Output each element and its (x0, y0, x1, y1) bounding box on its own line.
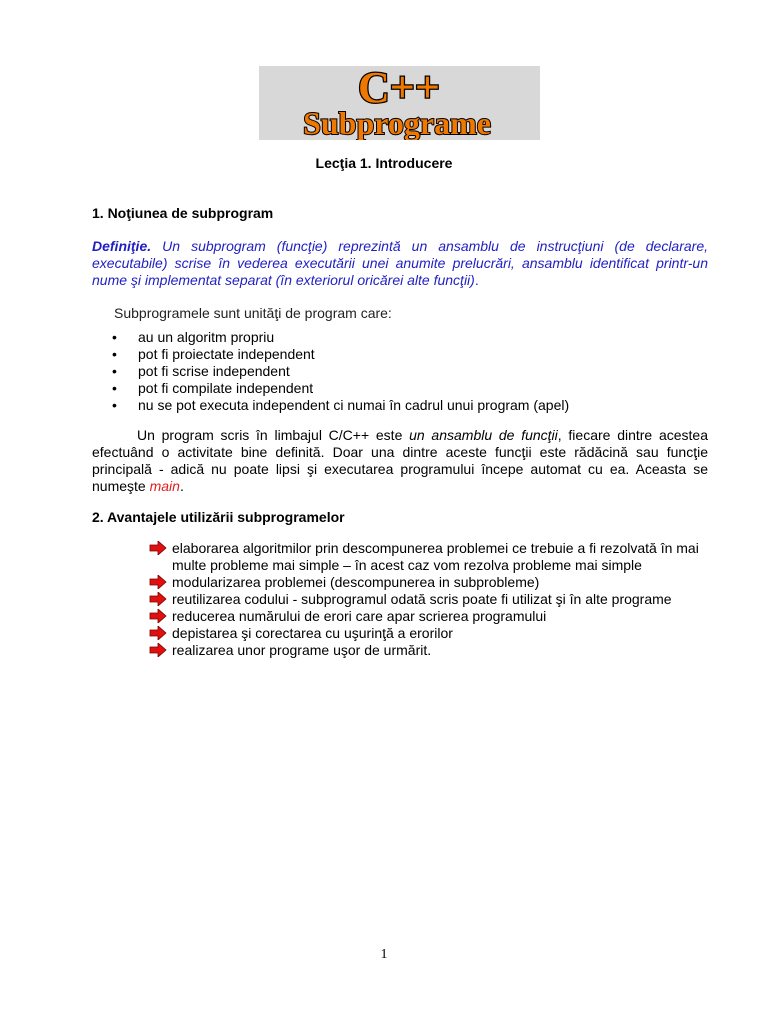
red-arrow-icon (149, 643, 167, 657)
list-item: realizarea unor programe uşor de urmărit. (149, 642, 719, 659)
list-item: modularizarea problemei (descompunerea in subprobleme) (149, 574, 719, 591)
section2-heading: 2. Avantajele utilizării subprogramelor (92, 509, 345, 525)
main-keyword: main (149, 478, 180, 494)
emphasis-text: un ansamblu de funcţii (409, 427, 558, 443)
lesson-title: Lecţia 1. Introducere (315, 155, 453, 171)
lead-text: Subprogramele sunt unităţi de program care: (114, 305, 392, 321)
red-arrow-icon (149, 592, 167, 606)
red-arrow-icon (149, 626, 167, 640)
list-item: elaborarea algoritmilor prin descompunerea problemei ce trebuie a fi rezolvată în mai multe probleme mai simple – în acest caz vom rezolva probleme mai simple (149, 540, 719, 574)
logo-graphic (259, 66, 540, 140)
definition-paragraph (92, 238, 708, 289)
page-number: 1 (380, 947, 388, 962)
list-item: depistarea şi corectarea cu uşurinţă a erorilor (149, 625, 719, 642)
bullet-icon: • (112, 397, 117, 413)
list-item: • pot fi compilate independent (112, 380, 314, 396)
bullet-icon: • (112, 363, 117, 379)
list-item: • pot fi proiectate independent (112, 346, 315, 362)
definition-end: . (474, 272, 479, 288)
properties-list (110, 329, 569, 414)
red-arrow-icon (149, 541, 167, 555)
logo-line2: Subprograme (303, 105, 491, 140)
logo-line1: C++ (358, 66, 440, 112)
list-item: • nu se pot executa independent ci numai în cadrul unui program (apel) (112, 397, 570, 413)
section1-heading: 1. Noţiunea de subprogram (92, 205, 274, 221)
advantages-list (149, 540, 719, 659)
list-item: reducerea numărului de erori care apar scrierea programului (149, 608, 719, 625)
red-arrow-icon (149, 609, 167, 623)
definition-term: Un subprogram (162, 238, 266, 254)
definition-text: (funcţie) reprezintă un ansamblu de instrucţiuni (de declarare, executabile) scrise în vederea executării unei anumite prelucrări, ansamblu identificat printr-un nume şi implementat separat (în exteriorul oricărei alte funcţii) (92, 238, 709, 288)
definition-label: Definiţie. (92, 238, 152, 254)
list-item: reutilizarea codului - subprogramul odată scris poate fi utilizat şi în alte programe (149, 591, 719, 608)
list-item: • au un algoritm propriu (112, 329, 275, 345)
title-logo (259, 66, 540, 140)
intro-paragraph: Un program scris în limbajul C/C++ este un ansamblu de funcţii, fiecare dintre acestea efectuând o activitate bine definită. Doar una dintre aceste funcţii este rădăcină sau funcţie principală - adică nu poate lipsi şi executarea programului începe automat cu ea. Aceasta se numeşte main. (92, 427, 708, 494)
bullet-icon: • (112, 380, 117, 396)
list-item: • pot fi scrise independent (112, 363, 290, 379)
red-arrow-icon (149, 575, 167, 589)
bullet-icon: • (112, 329, 117, 345)
bullet-icon: • (112, 346, 117, 362)
